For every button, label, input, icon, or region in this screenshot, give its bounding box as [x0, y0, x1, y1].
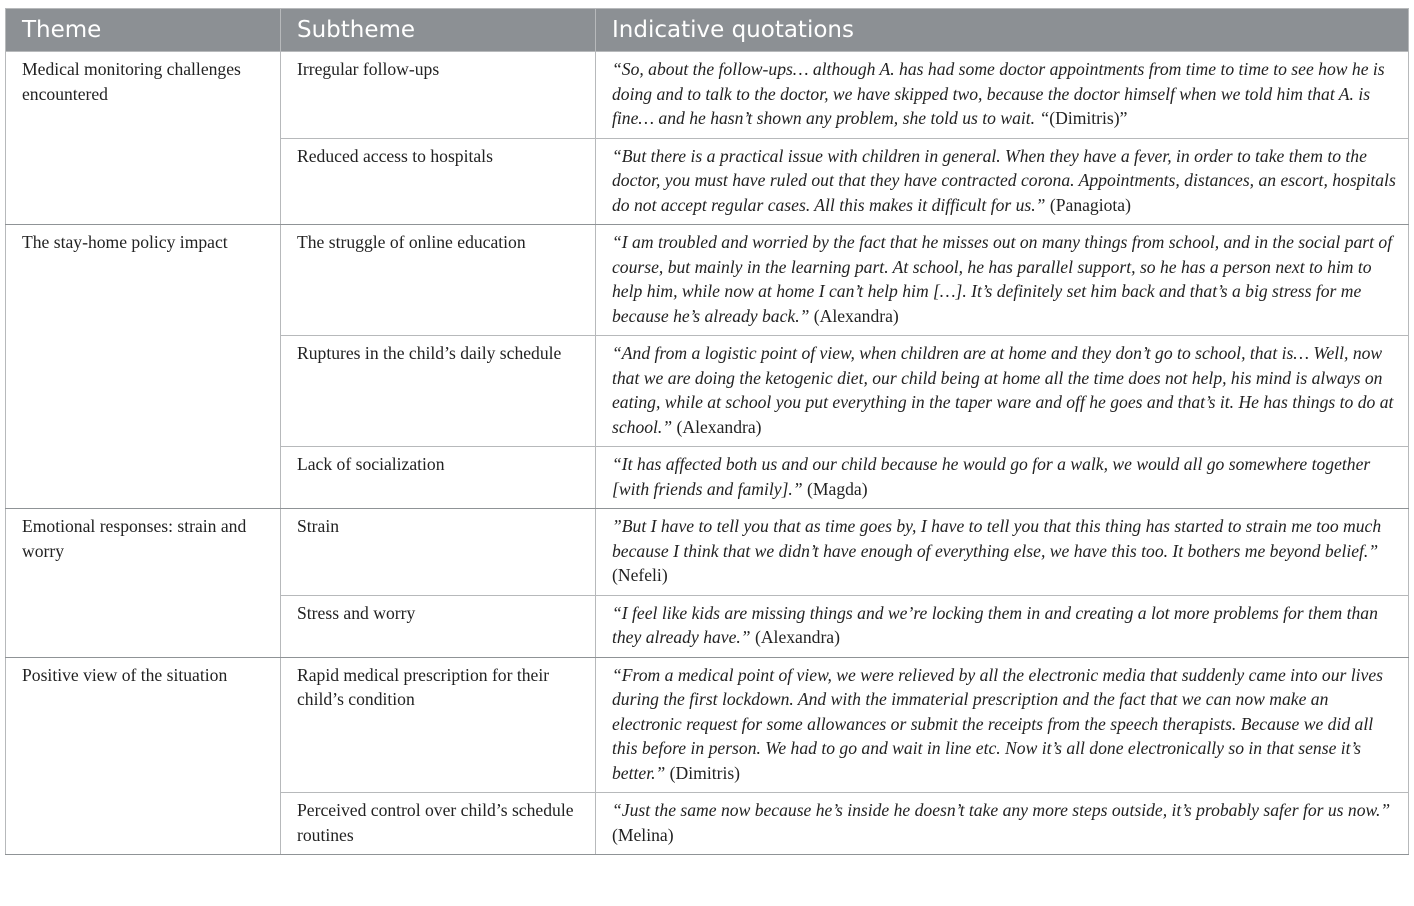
theme-cell: Positive view of the situation [6, 657, 281, 855]
quote-cell [596, 447, 1409, 509]
quote-attribution: (Alexandra) [750, 627, 840, 647]
subtheme-cell: Rapid medical prescription for their child’s condition [281, 657, 596, 793]
quote-attribution: (Dimitris)” [1049, 108, 1128, 128]
table-row [6, 52, 1409, 139]
subtheme-cell: Stress and worry [281, 595, 596, 657]
table-row [6, 225, 1409, 336]
quote-text: “I am troubled and worried by the fact that he misses out on many things from school, and in the social part of course, but mainly in the learning part. At school, he has parallel support, so he has a person next to him to help him, while now at home I can’t help him […]. It’s definitely set him back and that’s a big stress for me because he’s already back.” [612, 232, 1393, 326]
theme-cell: Emotional responses: strain and worry [6, 509, 281, 658]
header-theme: Theme [6, 9, 281, 52]
quote-cell [596, 793, 1409, 855]
quote-text: “From a medical point of view, we were relieved by all the electronic media that suddenly came into our lives during the first lockdown. And with the immaterial prescription and the fact that we can now make an electronic request for some allowances or submit the receipts from the speech therapists. Because we did all this before in person. We had to go and wait in line etc. Now it’s all done electronically so in that sense it’s better.” [612, 664, 1384, 783]
table-row [6, 657, 1409, 793]
subtheme-cell: Ruptures in the child’s daily schedule [281, 336, 596, 447]
quote-text: “Just the same now because he’s inside he doesn’t take any more steps outside, it’s probably safer for us now.” [612, 800, 1391, 820]
quote-cell [596, 138, 1409, 225]
themes-table [5, 8, 1409, 855]
quote-cell [596, 509, 1409, 596]
subtheme-cell: Reduced access to hospitals [281, 138, 596, 225]
quote-text: “So, about the follow-ups… although A. has had some doctor appointments from time to time to see how he is doing and to talk to the doctor, we have skipped two, because the doctor himself when we told him that A. is fine… and he hasn’t shown any problem, she told us to wait. “ [612, 59, 1385, 128]
quote-text: “But there is a practical issue with children in general. When they have a fever, in order to take them to the doctor, you must have ruled out that they have contracted corona. Appointments, distances, an escort, hospitals do not accept regular cases. All this makes it difficult for us.” [612, 145, 1396, 215]
theme-cell: The stay-home policy impact [6, 225, 281, 509]
quote-attribution: (Panagiota) [1045, 194, 1131, 215]
subtheme-cell: Lack of socialization [281, 447, 596, 509]
quote-attribution: (Dimitris) [665, 762, 741, 783]
quote-cell [596, 52, 1409, 139]
subtheme-cell: Strain [281, 509, 596, 596]
quote-cell [596, 595, 1409, 657]
quote-attribution: (Alexandra) [672, 416, 762, 437]
subtheme-cell: Irregular follow-ups [281, 52, 596, 139]
table-row [6, 509, 1409, 596]
theme-cell: Medical monitoring challenges encountered [6, 52, 281, 225]
quote-cell [596, 225, 1409, 336]
themes-table-container [5, 8, 1408, 855]
quote-cell [596, 657, 1409, 793]
quote-attribution: (Melina) [612, 824, 674, 845]
header-subtheme: Subtheme [281, 9, 596, 52]
quote-attribution: (Nefeli) [612, 565, 668, 585]
quote-text: “It has affected both us and our child because he would go for a walk, we would all go somewhere together [with friends and family].” [612, 454, 1371, 499]
quote-text: “And from a logistic point of view, when children are at home and they don’t go to school, that is… Well, now that we are doing the ketogenic diet, our child being at home all the time does not help, his mind is always on eating, while at school you put everything in the taper ware and off he goes and that’s it. He has things to do at school.” [612, 343, 1394, 437]
header-quotes: Indicative quotations [596, 9, 1409, 52]
quote-text: “I feel like kids are missing things and we’re locking them in and creating a lot more problems for them than they already have.” [612, 602, 1378, 647]
quote-text: ”But I have to tell you that as time goes by, I have to tell you that this thing has started to strain me too much because I think that we didn’t have enough of everything else, we have this too. It bothers me beyond belief.” [612, 516, 1382, 561]
subtheme-cell: Perceived control over child’s schedule routines [281, 793, 596, 855]
header-row [6, 9, 1409, 52]
quote-cell [596, 336, 1409, 447]
subtheme-cell: The struggle of online education [281, 225, 596, 336]
quote-attribution: (Alexandra) [809, 305, 899, 326]
quote-attribution: (Magda) [802, 478, 868, 499]
